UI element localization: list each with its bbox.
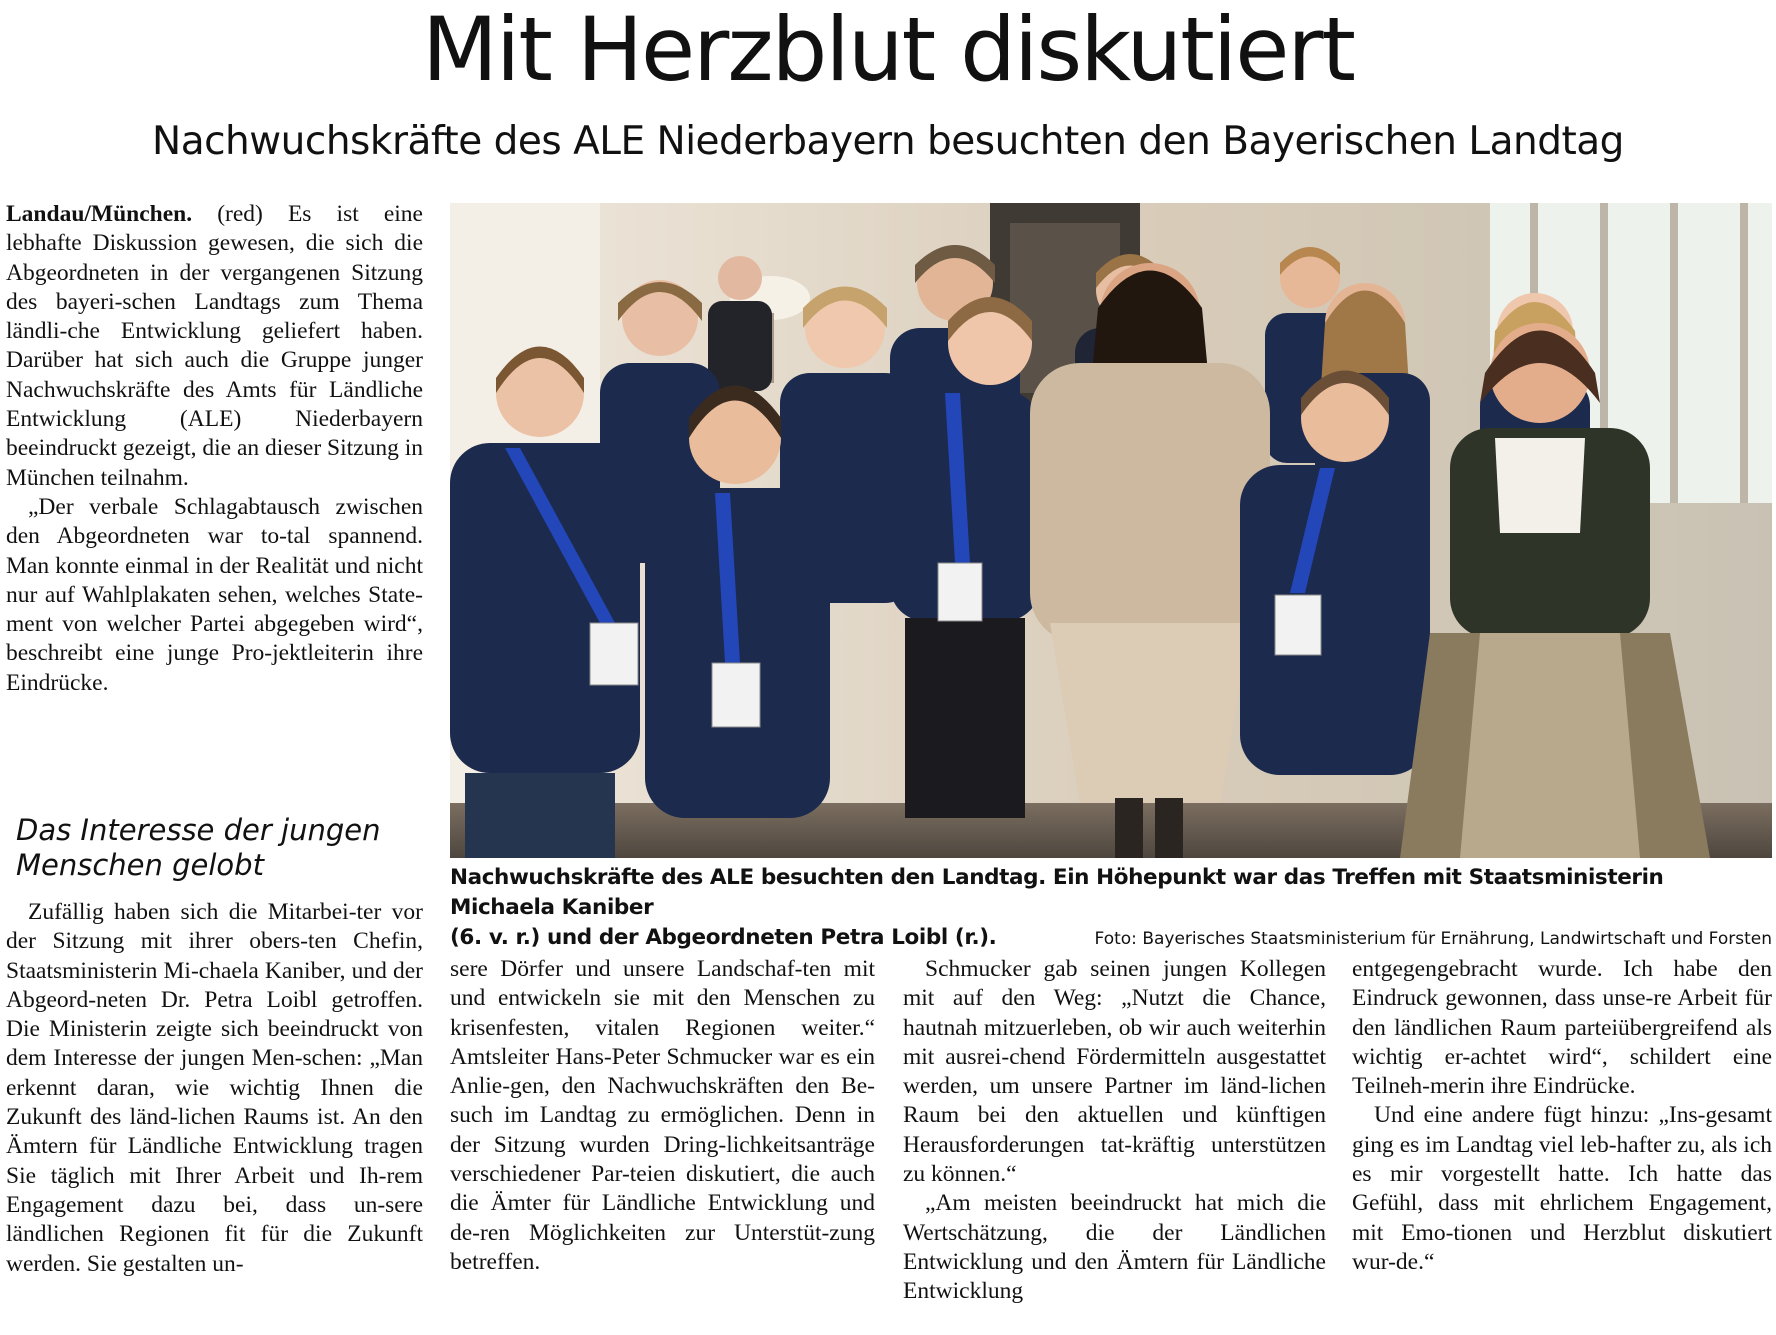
caption-line-1: Nachwuchskräfte des ALE besuchten den Landtag. Ein Höhepunkt war das Treffen mit Staatsministerin Michaela Kaniber [450,865,1664,920]
headline: Mit Herzblut diskutiert [421,0,1355,101]
column-1-body [6,898,423,1279]
column-3-paragraph-1: Schmucker gab seinen jungen Kollegen mit auf den Weg: „Nutzt die Chance, hautnah mitzuerleben, ob wir auch weiterhin mit ausrei-chend Fördermitteln ausgestattet werden, um unsere Partner im länd-lichen Raum bei den aktuellen und künftigen Herausforderungen tat-kräftig unterstützen zu können.“ [903,956,1326,1188]
photo-caption [450,863,1772,954]
intro-paragraph [6,200,423,493]
dateline: Landau/München. [6,201,193,227]
subhead: Das Interesse der jungen Menschen gelobt [16,813,381,882]
column-4-paragraph-2: Und eine andere fügt hinzu: „Ins-gesamt ging es im Landtag viel leb-hafter zu, als ich es mir vorgestellt hatte. Ich hatte das Gefühl, dass mit ehrlichem Engagement, mit Emo-tionen und Herzblut diskutiert wur-de.“ [1352,1102,1772,1275]
column-3 [903,955,1326,1307]
group-photo [450,203,1772,858]
photo-credit: Foto: Bayerisches Staatsministerium für Ernährung, Landwirtschaft und Forsten [1094,929,1772,949]
group-photo-illustration [450,203,1772,858]
intro-text: (red) Es ist eine lebhafte Diskussion gewesen, die sich die Abgeordneten in der vergangenen Sitzung des bayeri-schen Landtags zum Thema ländli-che Entwicklung geliefert haben. Darüber hat sich auch die Gruppe junger Nachwuchskräfte des Amts für Ländliche Entwicklung (ALE) Niederbayern beeindruckt gezeigt, die an dieser Sitzung in München teilnahm. [6,201,423,491]
subheadline: Nachwuchskräfte des ALE Niederbayern besuchten den Bayerischen Landtag [152,119,1624,164]
body-paragraph: Zufällig haben sich die Mitarbei-ter vor der Sitzung mit ihrer obers-ten Chefin, Staatsministerin Mi-chaela Kaniber, und der Abgeord-neten Dr. Petra Loibl getroffen. Die Ministerin zeigte sich beeindruckt von dem Interesse der jungen Men-schen: „Man erkennt daran, wie wichtig Ihnen die Zukunft des länd-lichen Raums ist. An den Ämtern für Ländliche Entwicklung tragen Sie täglich mit Ihrer Arbeit und Ih-rem Engagement dazu bei, dass un-sere ländlichen Regionen fit für die Zukunft werden. Sie gestalten un- [6,899,423,1277]
column-4-paragraph-1: entgegengebracht wurde. Ich habe den Eindruck gewonnen, dass unse-re Arbeit für den ländlichen Raum parteiübergreifend als wichtig er-achtet wird“, schildert eine Teilneh-merin ihre Eindrücke. [1352,956,1772,1100]
caption-line-2-row [450,923,1772,954]
column-2 [450,955,875,1277]
caption-line-2: (6. v. r.) und der Abgeordneten Petra Loibl (r.). [450,925,997,950]
column-1-intro [6,200,423,698]
column-3-paragraph-2: „Am meisten beeindruckt hat mich die Wertschätzung, die der Ländlichen Entwicklung und den Ämtern für Ländliche Entwicklung [903,1190,1326,1305]
quote-paragraph: „Der verbale Schlagabtausch zwischen den Abgeordneten war to-tal spannend. Man konnte einmal in der Realität und nicht nur auf Wahlplakaten sehen, welches State-ment von welcher Partei abgegeben wird“, beschreibt eine junge Pro-jektleiterin ihre Eindrücke. [6,493,423,696]
column-4 [1352,955,1772,1277]
column-2-text: sere Dörfer und unsere Landschaf-ten mit und entwickeln sie mit den Menschen zu krisenfesten, vitalen Regionen weiter.“ Amtsleiter Hans-Peter Schmucker war es ein Anlie-gen, den Nachwuchskräften den Be-such im Landtag zu ermöglichen. Denn in der Sitzung wurden Dring-lichkeitsanträge verschiedener Par-teien diskutiert, die auch die Ämter für Ländliche Entwicklung und de-ren Möglichkeiten zur Unterstüt-zung betreffen. [450,956,875,1275]
